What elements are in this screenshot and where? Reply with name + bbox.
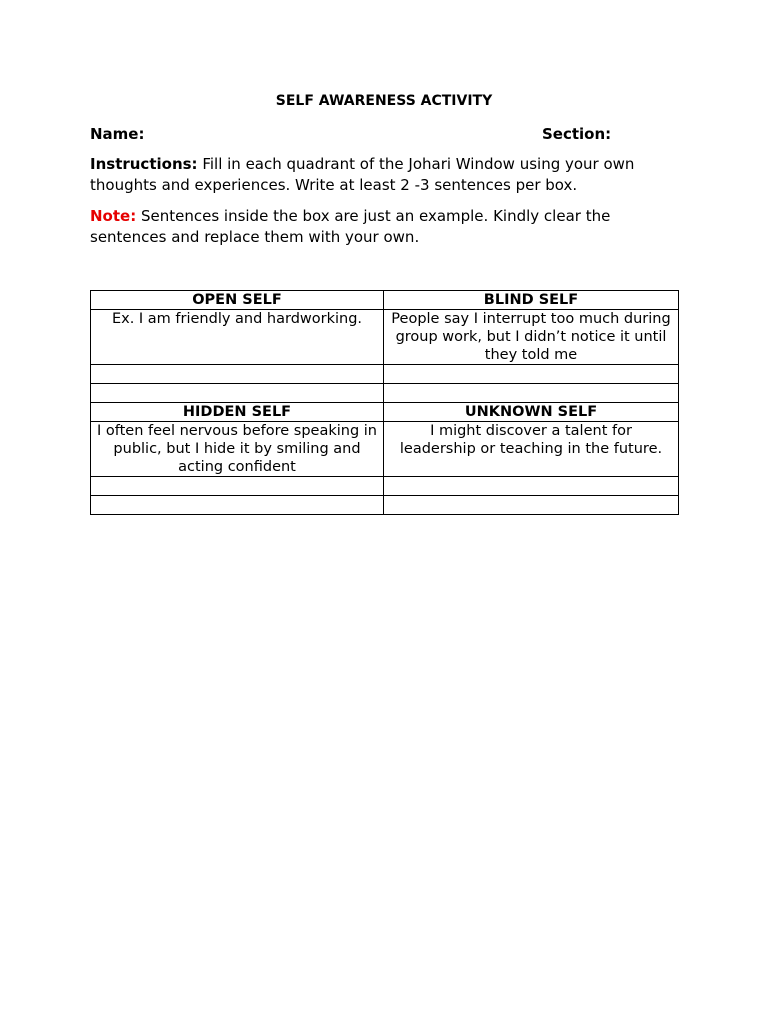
blind-self-header: BLIND SELF [384, 291, 679, 310]
hidden-self-blank-cell[interactable] [91, 477, 384, 496]
table-row [91, 496, 679, 515]
name-section-row [90, 124, 678, 144]
note-paragraph [90, 206, 678, 248]
page-title: SELF AWARENESS ACTIVITY [275, 93, 493, 109]
table-row [91, 422, 679, 477]
table-row [91, 477, 679, 496]
open-self-blank-cell[interactable] [91, 384, 384, 403]
note-text: Sentences inside the box are just an example. Kindly clear the sentences and replace them with your own. [90, 207, 611, 246]
johari-window-table [90, 290, 679, 515]
table-row [91, 403, 679, 422]
table-row [91, 384, 679, 403]
unknown-self-example[interactable]: I might discover a talent for leadership or teaching in the future. [384, 422, 679, 477]
open-self-header: OPEN SELF [91, 291, 384, 310]
open-self-example[interactable]: Ex. I am friendly and hardworking. [91, 310, 384, 365]
hidden-self-header: HIDDEN SELF [91, 403, 384, 422]
unknown-self-blank-cell[interactable] [384, 496, 679, 515]
section-label: Section: [542, 125, 612, 143]
hidden-self-blank-cell[interactable] [91, 496, 384, 515]
table-row [91, 310, 679, 365]
unknown-self-header: UNKNOWN SELF [384, 403, 679, 422]
hidden-self-example[interactable]: I often feel nervous before speaking in public, but I hide it by smiling and acting confident [91, 422, 384, 477]
table-row [91, 291, 679, 310]
open-self-blank-cell[interactable] [91, 365, 384, 384]
instructions-text: Fill in each quadrant of the Johari Window using your own thoughts and experiences. Write at least 2 -3 sentences per box. [90, 155, 635, 194]
name-label: Name: [90, 125, 145, 143]
instructions-paragraph [90, 154, 678, 196]
blind-self-blank-cell[interactable] [384, 365, 679, 384]
instructions-label: Instructions: [90, 155, 198, 173]
blind-self-blank-cell[interactable] [384, 384, 679, 403]
blind-self-example[interactable]: People say I interrupt too much during group work, but I didn’t notice it until they told me [384, 310, 679, 365]
unknown-self-blank-cell[interactable] [384, 477, 679, 496]
note-label: Note: [90, 207, 137, 225]
table-row [91, 365, 679, 384]
